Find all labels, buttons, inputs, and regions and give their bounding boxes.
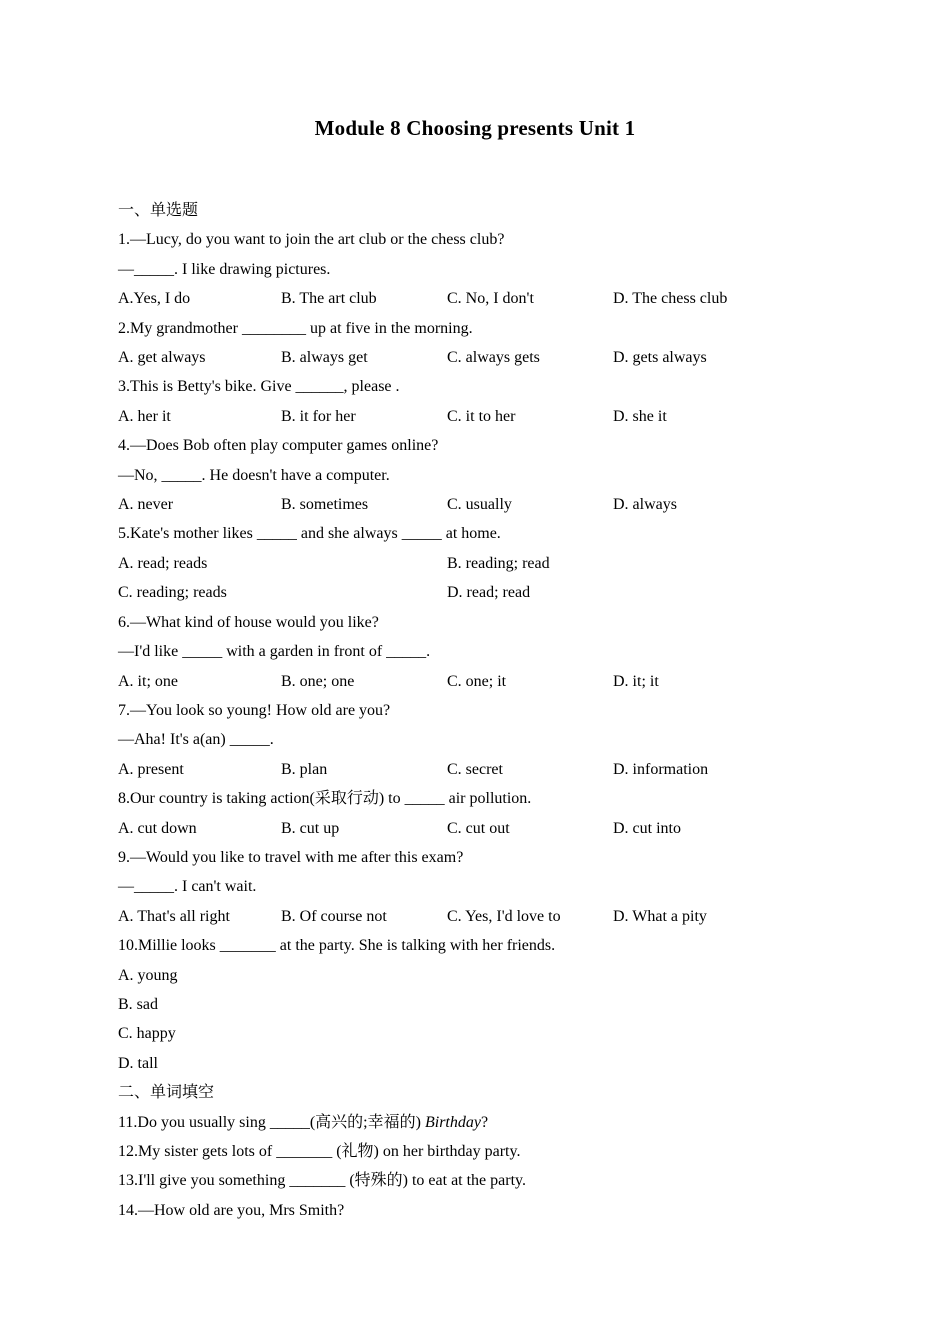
section-heading: 二、单词填空 bbox=[118, 1084, 215, 1102]
option-item: A.Yes, I do bbox=[118, 290, 191, 308]
option-item: A. present bbox=[118, 760, 184, 778]
question-line: 2.My grandmother ________ up at five in the morning. bbox=[118, 319, 473, 337]
question bbox=[118, 372, 878, 431]
option-row bbox=[118, 961, 878, 1079]
question bbox=[118, 1108, 878, 1137]
question bbox=[118, 696, 878, 784]
option-item: D. she it bbox=[613, 407, 667, 425]
question bbox=[118, 608, 878, 696]
option-item: C. it to her bbox=[447, 407, 516, 425]
option-item: D. What a pity bbox=[613, 907, 707, 925]
option-item: B. sometimes bbox=[281, 496, 369, 514]
option-row bbox=[118, 343, 878, 372]
option-item: D. gets always bbox=[613, 349, 707, 367]
question-line: —Aha! It's a(an) _____. bbox=[118, 731, 274, 749]
option-item: B. one; one bbox=[281, 672, 355, 690]
question-line: —No, _____. He doesn't have a computer. bbox=[118, 466, 390, 484]
option-row bbox=[118, 755, 878, 784]
question-line: 9.—Would you like to travel with me after this exam? bbox=[118, 848, 464, 866]
option-row bbox=[118, 814, 878, 843]
option-item: B. Of course not bbox=[281, 907, 387, 925]
question-line: 3.This is Betty's bike. Give ______, please . bbox=[118, 378, 400, 396]
option-row bbox=[118, 549, 878, 608]
question-line: —_____. I like drawing pictures. bbox=[118, 260, 331, 278]
option-item: C. secret bbox=[447, 760, 503, 778]
option-item: C. Yes, I'd love to bbox=[447, 907, 561, 925]
option-item: B. always get bbox=[281, 349, 368, 367]
option-item: C. always gets bbox=[447, 349, 540, 367]
question-text-segment: 11.Do you usually sing _____(高兴的;幸福的) bbox=[118, 1113, 425, 1131]
option-item: A. read; reads bbox=[118, 554, 208, 572]
option-row bbox=[118, 902, 878, 931]
option-item: B. reading; read bbox=[447, 554, 550, 572]
question-line: 8.Our country is taking action(采取行动) to _____ air pollution. bbox=[118, 790, 532, 808]
question-line: —I'd like _____ with a garden in front of _____. bbox=[118, 643, 431, 661]
option-item: C. cut out bbox=[447, 819, 510, 837]
question-line bbox=[118, 1108, 878, 1137]
option-item: C. reading; reads bbox=[118, 584, 227, 602]
option-item: B. plan bbox=[281, 760, 328, 778]
option-row bbox=[118, 667, 878, 696]
question bbox=[118, 784, 878, 843]
question-text-segment: ? bbox=[480, 1113, 489, 1131]
option-item: D. always bbox=[613, 496, 677, 514]
question-line: —_____. I can't wait. bbox=[118, 878, 257, 896]
option-item: D. cut into bbox=[613, 819, 681, 837]
question bbox=[118, 843, 878, 931]
option-item: D. The chess club bbox=[613, 290, 728, 308]
question-line: 14.—How old are you, Mrs Smith? bbox=[118, 1201, 345, 1219]
question-line: 12.My sister gets lots of _______ (礼物) on her birthday party. bbox=[118, 1143, 521, 1160]
question-line: 6.—What kind of house would you like? bbox=[118, 613, 379, 631]
question bbox=[118, 431, 878, 519]
section-heading: 一、单选题 bbox=[118, 202, 199, 219]
question bbox=[118, 519, 878, 607]
option-item: A. cut down bbox=[118, 819, 197, 837]
option-item: D. information bbox=[613, 760, 709, 778]
option-item: A. her it bbox=[118, 407, 171, 425]
option-item: B. it for her bbox=[281, 407, 356, 425]
question bbox=[118, 225, 878, 313]
option-item: C. one; it bbox=[447, 672, 507, 690]
option-item: B. The art club bbox=[281, 290, 377, 308]
option-row bbox=[118, 402, 878, 431]
option-item: A. get always bbox=[118, 349, 206, 367]
option-item: C. usually bbox=[447, 496, 512, 514]
option-item: B. sad bbox=[118, 995, 158, 1013]
option-item: D. read; read bbox=[447, 584, 531, 602]
option-item: A. never bbox=[118, 496, 174, 514]
question-text-segment: Birthday bbox=[424, 1113, 481, 1131]
question bbox=[118, 931, 878, 1078]
question bbox=[118, 1137, 878, 1166]
option-row bbox=[118, 284, 878, 313]
option-item: C. No, I don't bbox=[447, 290, 534, 308]
question bbox=[118, 1196, 878, 1225]
question-line: 13.I'll give you something _______ (特殊的) to eat at the party. bbox=[118, 1172, 526, 1190]
option-item: D. it; it bbox=[613, 672, 659, 690]
option-item: D. tall bbox=[118, 1054, 158, 1072]
question-line: 4.—Does Bob often play computer games online? bbox=[118, 437, 439, 455]
question-line: 7.—You look so young! How old are you? bbox=[118, 701, 391, 719]
question bbox=[118, 1166, 878, 1195]
question-line: 5.Kate's mother likes _____ and she always _____ at home. bbox=[118, 525, 501, 543]
option-item: C. happy bbox=[118, 1025, 176, 1043]
question bbox=[118, 314, 878, 373]
question-line: 10.Millie looks _______ at the party. She is talking with her friends. bbox=[118, 937, 556, 955]
option-item: B. cut up bbox=[281, 819, 340, 837]
option-item: A. young bbox=[118, 966, 178, 984]
document-body bbox=[118, 196, 878, 1225]
option-item: A. That's all right bbox=[118, 907, 230, 925]
page-title: Module 8 Choosing presents Unit 1 bbox=[314, 116, 636, 140]
question-line: 1.—Lucy, do you want to join the art club or the chess club? bbox=[118, 231, 505, 249]
option-item: A. it; one bbox=[118, 672, 178, 690]
option-row bbox=[118, 490, 878, 519]
